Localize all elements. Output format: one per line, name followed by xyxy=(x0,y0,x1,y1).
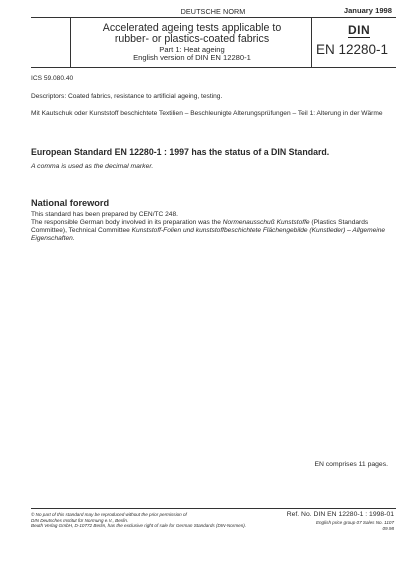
din-logo-underline xyxy=(348,37,370,38)
page-count: EN comprises 11 pages. xyxy=(314,461,388,468)
title-part: Part 1: Heat ageing xyxy=(159,44,225,54)
footer-sales-info xyxy=(270,520,394,531)
price-group: English price group 07 Sales No. 1107 xyxy=(315,520,394,525)
ics-code: ICS 59.080.40 xyxy=(31,75,74,82)
copyright-notice xyxy=(31,512,281,529)
issue-date: January 1998 xyxy=(343,6,392,15)
title-line-2: rubber- or plastics-coated fabrics xyxy=(114,33,270,46)
foreword-text-a: The responsible German body involved in its preparation was the xyxy=(31,219,223,226)
publisher-label: DEUTSCHE NORM xyxy=(180,7,246,16)
foreword-line-1: This standard has been prepared by CEN/TC 248. xyxy=(31,211,178,218)
document-title xyxy=(72,23,312,63)
print-code: 09.98 xyxy=(382,525,394,531)
foreword-paragraph xyxy=(31,219,386,244)
decimal-marker-note: A comma is used as the decimal marker. xyxy=(31,163,154,170)
foreword-text-c: (Plastics Standards Committee), Technical Committee xyxy=(31,219,369,235)
din-logo: DIN xyxy=(348,23,371,37)
header-divider-left xyxy=(70,17,71,67)
title-english-version: English version of DIN EN 12280-1 xyxy=(133,53,251,63)
technical-committee-name: Kunststoff-Folien und kunststoffbeschichtete Flächengebilde (Kunstleder) – Allgemeine Eigenschaften xyxy=(31,227,386,243)
copyright-line-1: © No part of this standard may be reproduced without the prior permission of xyxy=(31,512,187,517)
title-line-1: Accelerated ageing tests applicable to xyxy=(102,22,282,34)
status-statement: European Standard EN 12280-1 : 1997 has the status of a DIN Standard. xyxy=(31,147,330,157)
committee-name: Normenausschuß Kunststoffe xyxy=(222,219,310,226)
foreword-text-e: . xyxy=(72,235,75,243)
descriptors: Descriptors: Coated fabrics, resistance to artificial ageing, testing. xyxy=(31,93,223,100)
reference-number: Ref. No. DIN EN 12280-1 : 1998-01 xyxy=(286,511,394,518)
footer-rule xyxy=(31,508,396,509)
copyright-line-2: DIN Deutsches Institut für Normung e.V., Berlin. xyxy=(31,517,129,523)
standard-number: EN 12280-1 xyxy=(315,42,389,57)
foreword-heading: National foreword xyxy=(31,198,110,208)
copyright-line-3: Beuth Verlag GmbH, D-10772 Berlin, has the exclusive right of sale for German Standards (DIN-Normen). xyxy=(31,523,247,529)
german-title: Mit Kautschuk oder Kunststoff beschichtete Textilien – Beschleunigte Alterungsprüfungen – Teil 1: Alterung in der Wärme xyxy=(31,110,383,117)
header-bottom-rule xyxy=(31,67,396,68)
header-top-rule xyxy=(31,17,396,18)
